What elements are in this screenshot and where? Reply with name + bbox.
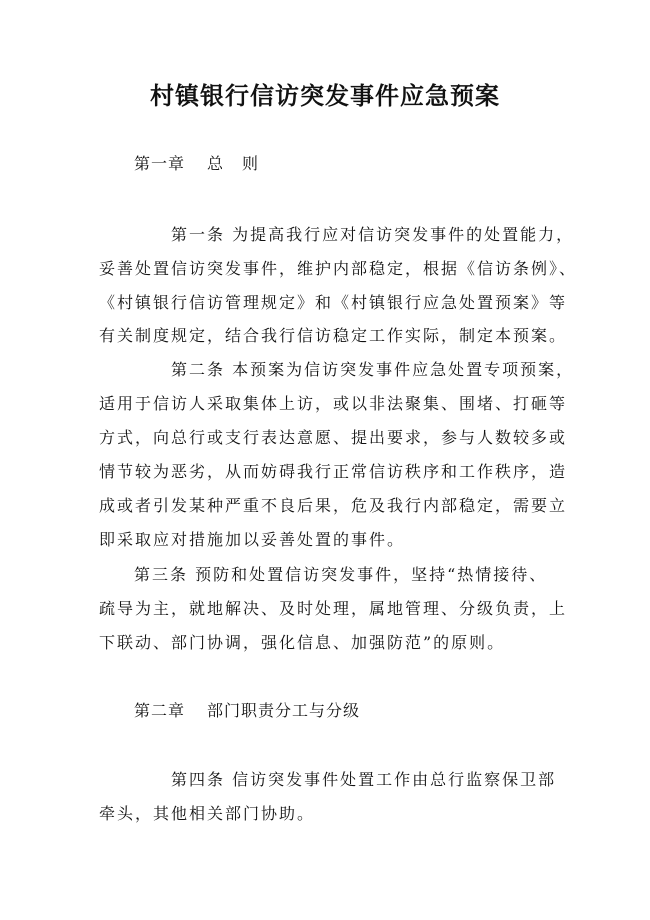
article-1-line: 有关制度规定，结合我行信访稳定工作实际，制定本预案。: [99, 326, 568, 345]
chapter-name: 部门职责分工与分级: [207, 701, 361, 720]
article-1-line: 《村镇银行信访管理规定》和《村镇银行应急处置预案》等: [99, 293, 568, 312]
article-2-line: 第二条 本预案为信访突发事件应急处置专项预案，: [171, 360, 575, 379]
chapter-heading-1: [134, 153, 259, 175]
chapter-label: 第二章: [134, 701, 186, 720]
article-2-line: 情节较为恶劣，从而妨碍我行正常信访秩序和工作秩序，造: [99, 462, 568, 481]
chapter-name-part: 总: [207, 154, 225, 173]
chapter-heading-2: [134, 700, 360, 722]
article-3-line: 下联动、部门协调，强化信息、加强防范”的原则。: [99, 633, 506, 652]
document-title: 村镇银行信访突发事件应急预案: [150, 82, 500, 110]
article-2-line: 适用于信访人采取集体上访，或以非法聚集、围堵、打砸等: [99, 394, 568, 413]
chapter-label: 第一章: [134, 154, 186, 173]
article-3-line: 第三条 预防和处置信访突发事件，坚持“热情接待、: [134, 565, 548, 584]
article-4-line: 牵头，其他相关部门协助。: [99, 804, 316, 823]
article-3-line: 疏导为主，就地解决、及时处理，属地管理、分级负责，上: [99, 599, 568, 618]
article-2-line: 成或者引发某种严重不良后果，危及我行内部稳定，需要立: [99, 496, 568, 515]
chapter-name-part: 则: [242, 154, 260, 173]
article-4-line: 第四条 信访突发事件处置工作由总行监察保卫部: [171, 770, 557, 789]
article-1-line: 妥善处置信访突发事件，维护内部稳定，根据《信访条例》、: [99, 259, 578, 278]
article-1-line: 第一条 为提高我行应对信访突发事件的处置能力，: [171, 225, 575, 244]
article-2-line: 方式，向总行或支行表达意愿、提出要求，参与人数较多或: [99, 428, 568, 447]
article-2-line: 即采取应对措施加以妥善处置的事件。: [99, 530, 406, 549]
